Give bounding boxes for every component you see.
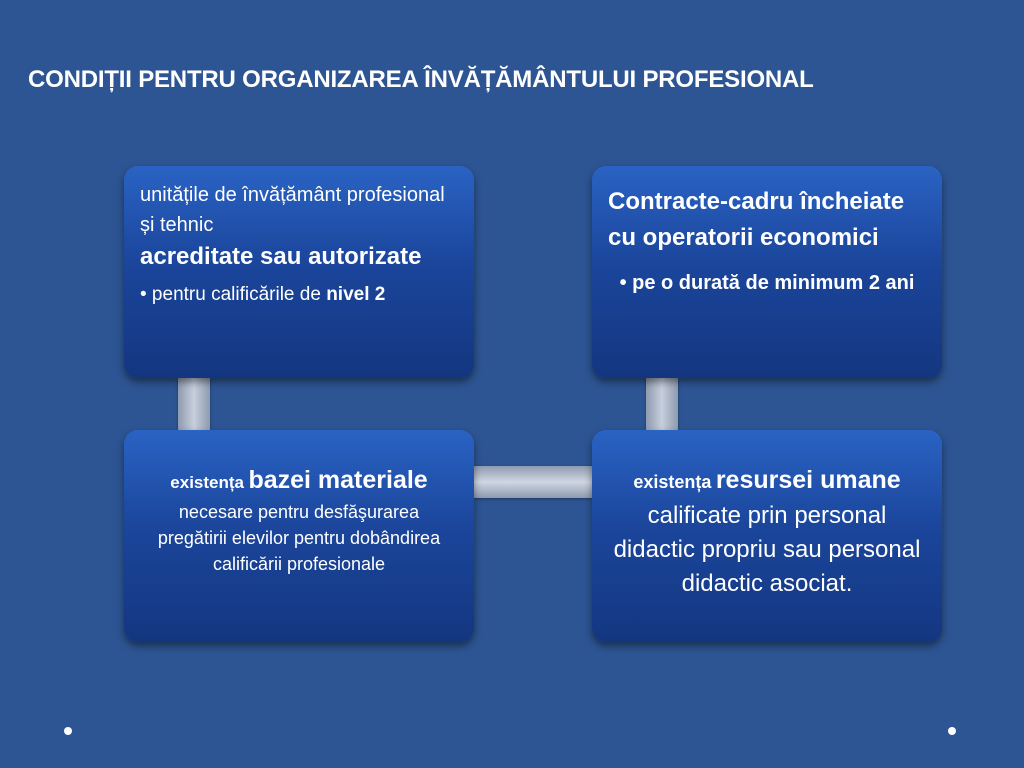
connector-right-vertical <box>646 378 678 430</box>
box-accredited-units <box>124 166 474 378</box>
box-material-base-header <box>136 466 462 495</box>
box-material-base <box>124 430 474 642</box>
box-human-resources-description: calificate prin personal didactic propriu sau personal didactic asociat. <box>613 502 921 597</box>
bullet-bold: nivel 2 <box>326 284 386 305</box>
box-human-resources-header <box>604 466 930 495</box>
box-material-base-description: necesare pentru desfăşurarea pregătirii elevilor pentru dobândirea calificării profesionale <box>157 502 441 574</box>
bullet-text: • pentru calificările de <box>140 284 327 305</box>
box-human-resources <box>592 430 942 642</box>
slide-title: CONDIȚII PENTRU ORGANIZAREA ÎNVĂȚĂMÂNTULUI PROFESIONAL <box>28 66 814 93</box>
decorative-dot-right <box>948 727 956 735</box>
existence-label: existența <box>633 472 712 492</box>
box-framework-contracts-heading: Contracte-cadru încheiate cu operatorii economici <box>608 188 905 251</box>
connector-bottom-horizontal <box>474 466 592 498</box>
box-accredited-units-text: unitățile de învățământ profesional și tehnic <box>140 184 445 236</box>
material-base-label: bazei materiale <box>248 466 428 494</box>
connector-left-vertical <box>178 378 210 430</box>
human-resources-label: resursei umane <box>715 466 901 494</box>
existence-label: existența <box>170 473 244 492</box>
box-accredited-units-emphasis: acreditate sau autorizate <box>140 243 422 270</box>
decorative-dot-left <box>64 727 72 735</box>
box-framework-contracts <box>592 166 942 378</box>
box-accredited-units-bullet <box>140 282 458 308</box>
box-framework-contracts-bullet: • pe o durată de minimum 2 ani <box>619 272 915 294</box>
